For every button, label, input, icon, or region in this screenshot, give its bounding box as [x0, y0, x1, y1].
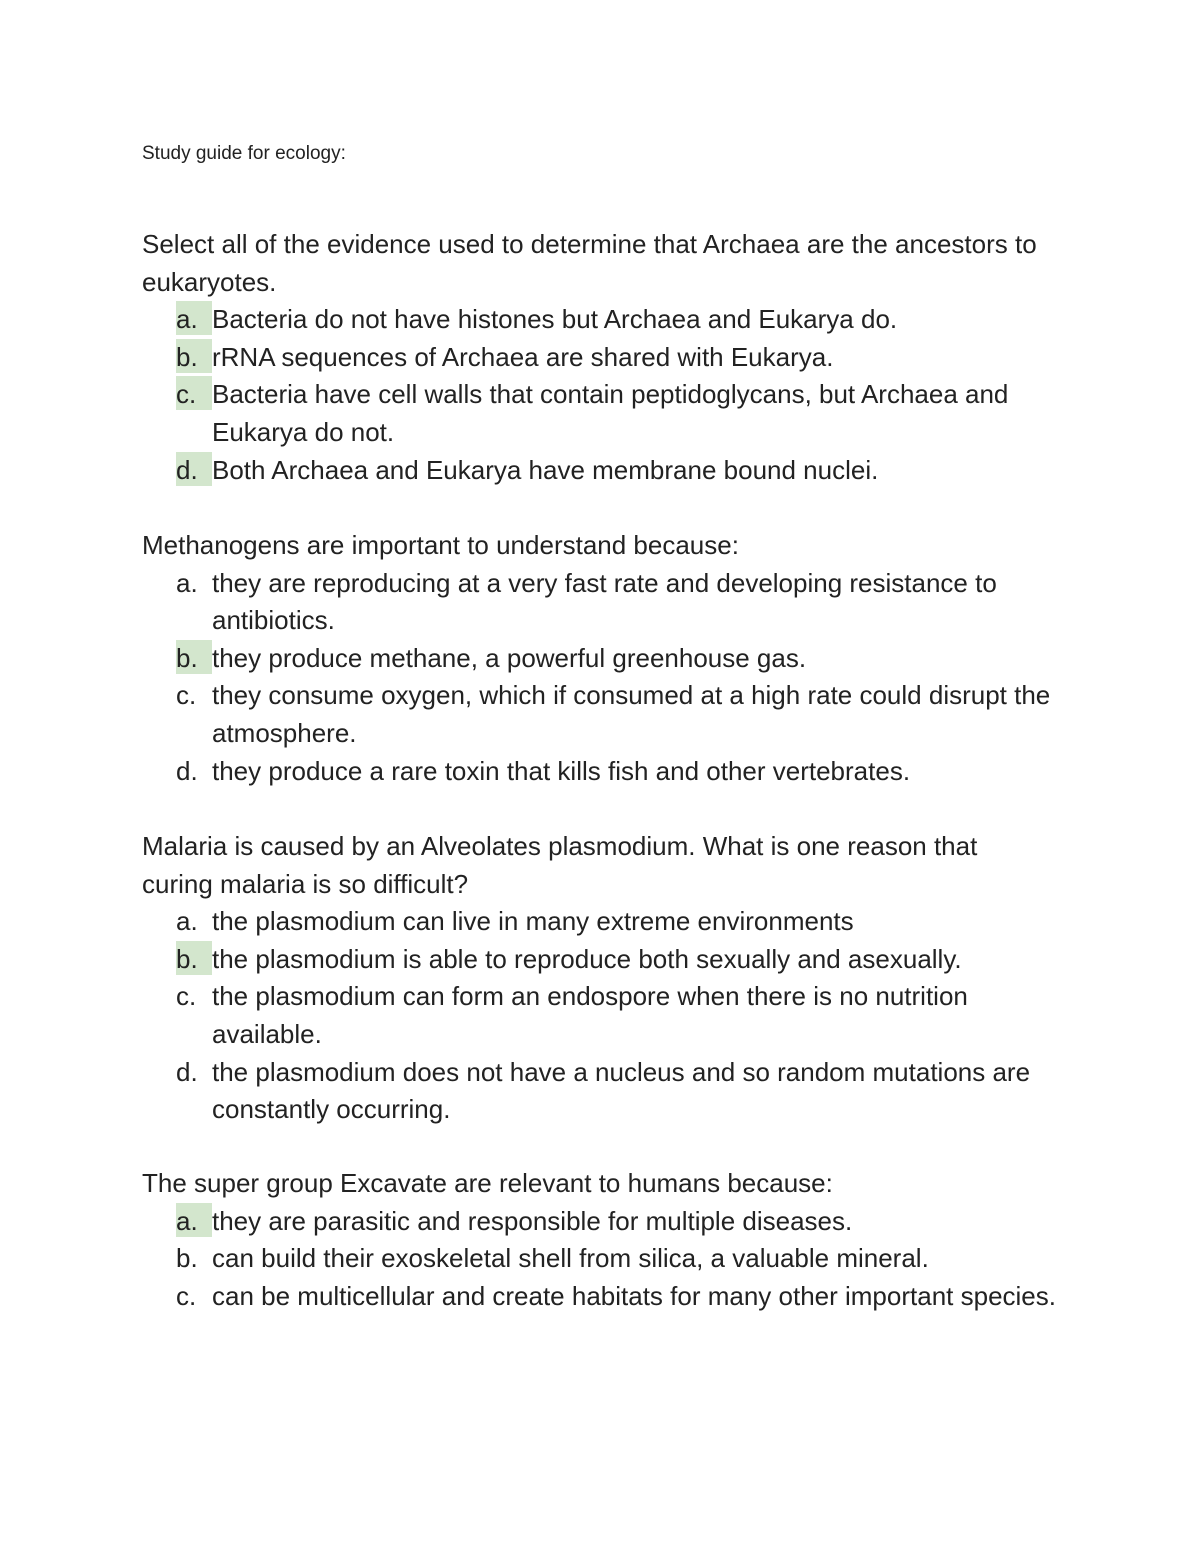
- option-text: the plasmodium does not have a nucleus and so random mutations are constantly occurring.: [212, 1056, 1031, 1125]
- answer-options: [142, 565, 1082, 791]
- question-4: [142, 1165, 1082, 1315]
- option-letter: a.: [176, 567, 198, 598]
- option-text: they are reproducing at a very fast rate and developing resistance to antibiotics.: [212, 567, 997, 636]
- option-text: the plasmodium can live in many extreme environments: [212, 906, 854, 937]
- question-text: Select all of the evidence used to determine that Archaea are the ancestors to eukaryotes.: [142, 229, 1037, 297]
- option-text: they produce a rare toxin that kills fish and other vertebrates.: [212, 755, 911, 786]
- answer-option-a: [142, 565, 1072, 640]
- option-text: they are parasitic and responsible for multiple diseases.: [212, 1205, 853, 1236]
- question-2: [142, 527, 1082, 790]
- option-text: the plasmodium can form an endospore when there is no nutrition available.: [212, 981, 968, 1049]
- answer-option-c: [142, 1278, 1072, 1316]
- answer-option-a: [142, 1203, 1072, 1241]
- answer-option-b: [142, 640, 1072, 678]
- question-text: The super group Excavate are relevant to humans because:: [142, 1168, 833, 1198]
- option-text: Bacteria have cell walls that contain peptidoglycans, but Archaea and Eukarya do not.: [212, 379, 1009, 447]
- document-title: Study guide for ecology:: [142, 143, 346, 164]
- option-text: rRNA sequences of Archaea are shared with Eukarya.: [212, 341, 834, 372]
- answer-option-b: [142, 941, 1072, 979]
- option-letter: b.: [176, 1243, 198, 1274]
- answer-option-b: [142, 339, 1072, 377]
- answer-option-d: [142, 1054, 1072, 1129]
- answer-options: [142, 301, 1082, 489]
- answer-option-b: [142, 1240, 1072, 1278]
- question-1: [142, 226, 1082, 489]
- answer-option-c: [142, 376, 1072, 451]
- option-text: they consume oxygen, which if consumed at a high rate could disrupt the atmosphere.: [212, 680, 1051, 748]
- option-letter-highlighted: b.: [176, 640, 212, 674]
- question-text: Methanogens are important to understand because:: [142, 530, 739, 560]
- option-text: Both Archaea and Eukarya have membrane bound nuclei.: [212, 454, 879, 485]
- option-letter: c.: [176, 1280, 197, 1311]
- option-letter: d.: [176, 1056, 198, 1087]
- answer-option-c: [142, 677, 1072, 752]
- option-letter-highlighted: b.: [176, 941, 212, 975]
- answer-options: [142, 1203, 1082, 1316]
- answer-options: [142, 903, 1082, 1129]
- option-letter-highlighted: d.: [176, 452, 212, 486]
- question-text: Malaria is caused by an Alveolates plasmodium. What is one reason that curing malaria is so difficult?: [142, 831, 978, 899]
- question-3: [142, 828, 1082, 1129]
- option-letter-highlighted: b.: [176, 339, 212, 373]
- option-letter: d.: [176, 755, 198, 786]
- answer-option-a: [142, 903, 1072, 941]
- option-letter-highlighted: a.: [176, 301, 212, 335]
- option-letter-highlighted: c.: [176, 376, 212, 410]
- answer-option-a: [142, 301, 1072, 339]
- option-text: the plasmodium is able to reproduce both sexually and asexually.: [212, 943, 962, 974]
- option-letter: c.: [176, 981, 197, 1012]
- option-text: Bacteria do not have histones but Archaea and Eukarya do.: [212, 304, 898, 335]
- option-text: can be multicellular and create habitats for many other important species.: [212, 1280, 1056, 1311]
- option-text: they produce methane, a powerful greenhouse gas.: [212, 642, 807, 673]
- answer-option-d: [142, 452, 1072, 490]
- answer-option-d: [142, 753, 1072, 791]
- option-letter: a.: [176, 906, 198, 937]
- answer-option-c: [142, 978, 1072, 1053]
- option-text: can build their exoskeletal shell from silica, a valuable mineral.: [212, 1243, 929, 1274]
- option-letter: c.: [176, 680, 197, 711]
- option-letter-highlighted: a.: [176, 1203, 212, 1237]
